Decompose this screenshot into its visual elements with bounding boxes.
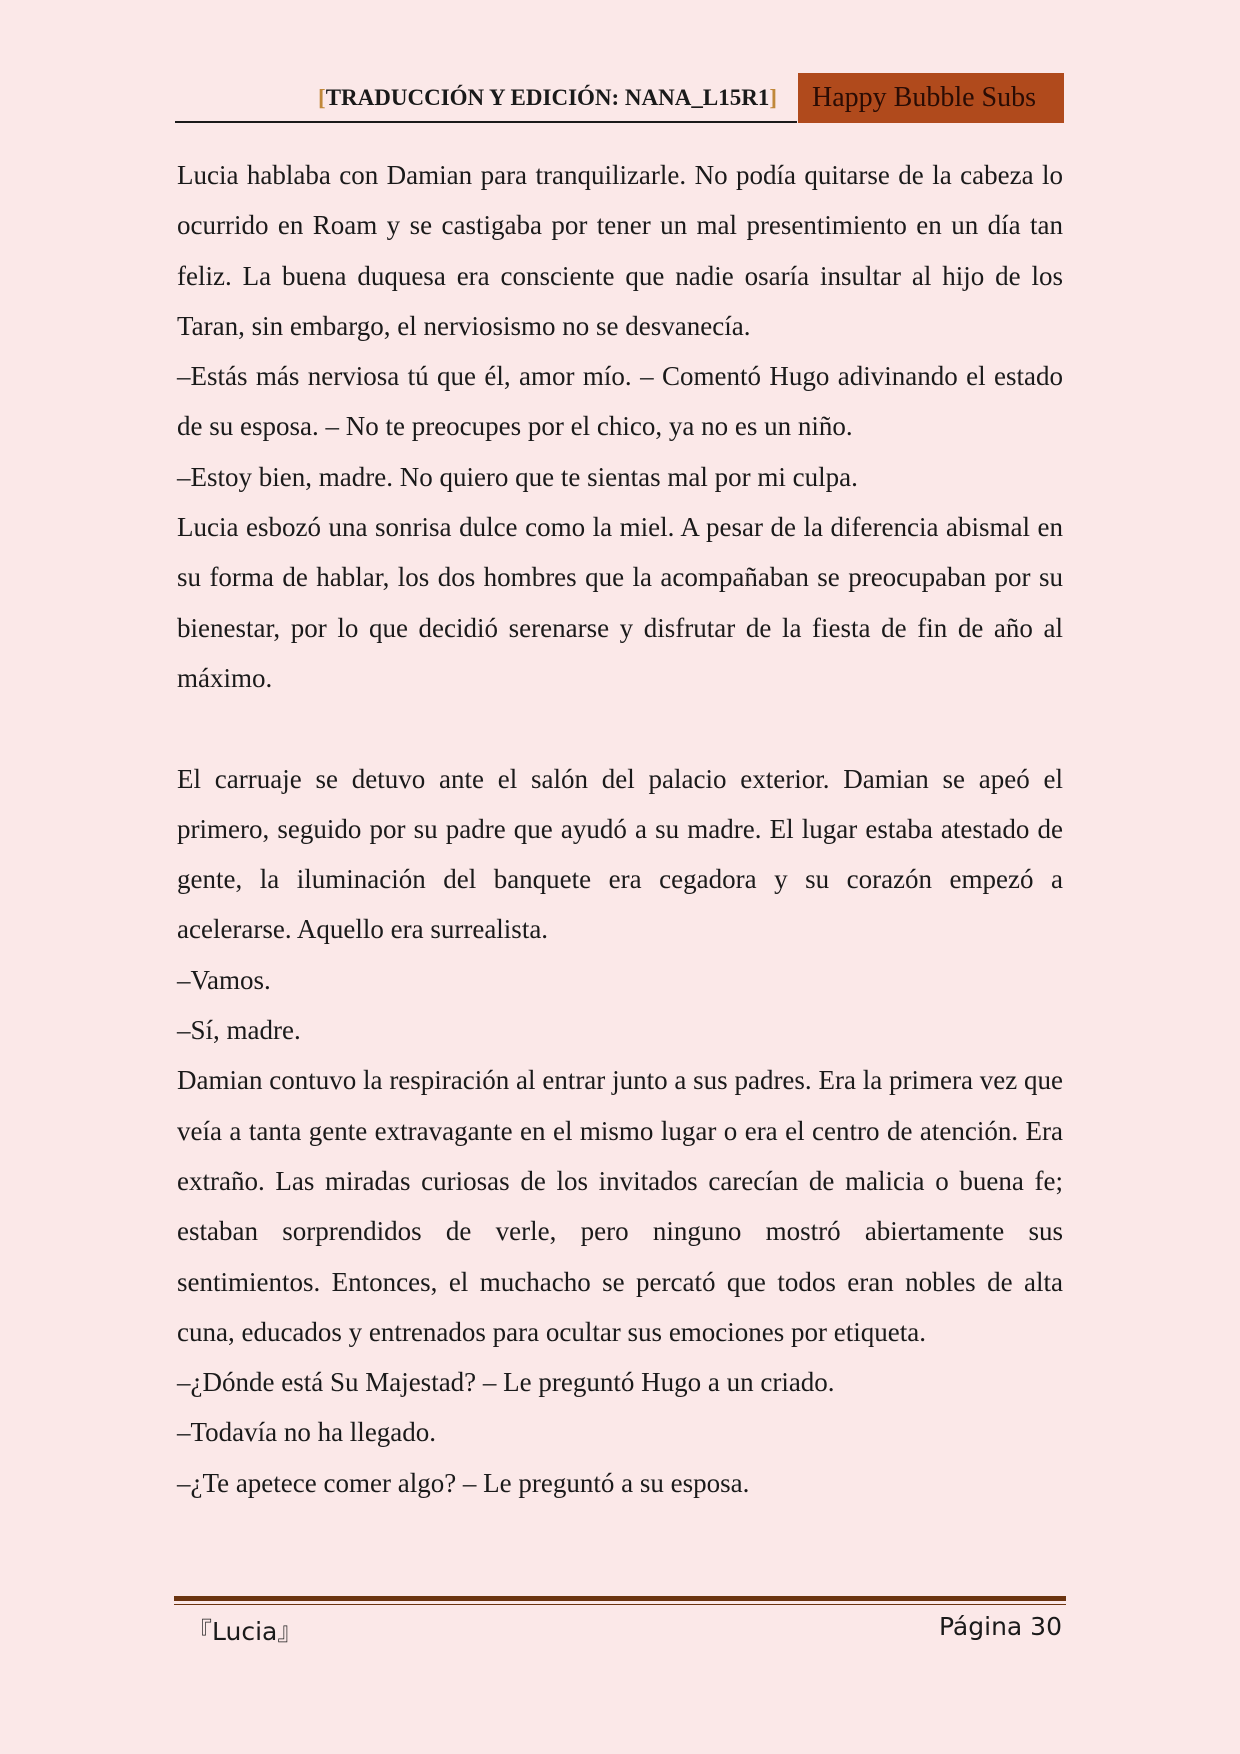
book-title: 『Lucia』 [187,1617,303,1646]
translation-credit-text: TRADUCCIÓN Y EDICIÓN: NANA_L15R1 [325,85,770,110]
footer-rule [174,1596,1066,1601]
bracket-close: ] [769,85,777,110]
paragraph: El carruaje se detuvo ante el salón del palacio exterior. Damian se apeó el primero, seguido por su padre que ayudó a su madre. El lugar estaba atestado de gente, la iluminación del banquete era cegadora y su corazón empezó a acelerarse. Aquello era surrealista. [177,763,1063,945]
paragraph: –¿Te apetece comer algo? – Le preguntó a su esposa. [177,1467,750,1498]
page-number: Página 30 [938,1612,1062,1641]
footer-rule-thin [174,1604,1066,1605]
paragraph: –¿Dónde está Su Majestad? – Le preguntó Hugo a un criado. [177,1367,835,1398]
group-name-badge: Happy Bubble Subs [798,73,1064,123]
bracket-open: [ [318,85,326,110]
paragraph: –Todavía no ha llegado. [177,1417,437,1448]
paragraph: Lucia esbozó una sonrisa dulce como la miel. A pesar de la diferencia abismal en su forma de hablar, los dos hombres que la acompañaban se preocupaban por su bienestar, por lo que decidió serenarse y disfrutar de la fiesta de fin de año al máximo. [177,512,1063,693]
paragraph: –Sí, madre. [177,1015,301,1046]
body-text [177,150,1063,1508]
paragraph: –Estoy bien, madre. No quiero que te sientas mal por mi culpa. [177,461,858,492]
page-header [175,73,1064,123]
paragraph: –Estás más nerviosa tú que él, amor mío. – Comentó Hugo adivinando el estado de su esposa. – No te preocupes por el chico, ya no es un niño. [177,361,1063,442]
header-rule [175,121,797,123]
paragraph-spacer [177,703,1063,753]
translation-credit [318,85,777,111]
paragraph: –Vamos. [177,964,271,995]
paragraph: Lucia hablaba con Damian para tranquilizarle. No podía quitarse de la cabeza lo ocurrido en Roam y se castigaba por tener un mal presentimiento en un día tan feliz. La buena duquesa era consciente que nadie osaría insultar al hijo de los Taran, sin embargo, el nerviosismo no se desvanecía. [177,160,1063,341]
paragraph: Damian contuvo la respiración al entrar junto a sus padres. Era la primera vez que veía a tanta gente extravagante en el mismo lugar o era el centro de atención. Era extraño. Las miradas curiosas de los invitados carecían de malicia o buena fe; estaban sorprendidos de verle, pero ninguno mostró abiertamente sus sentimientos. Entonces, el muchacho se percató que todos eran nobles de alta cuna, educados y entrenados para ocultar sus emociones por etiqueta. [177,1065,1063,1347]
